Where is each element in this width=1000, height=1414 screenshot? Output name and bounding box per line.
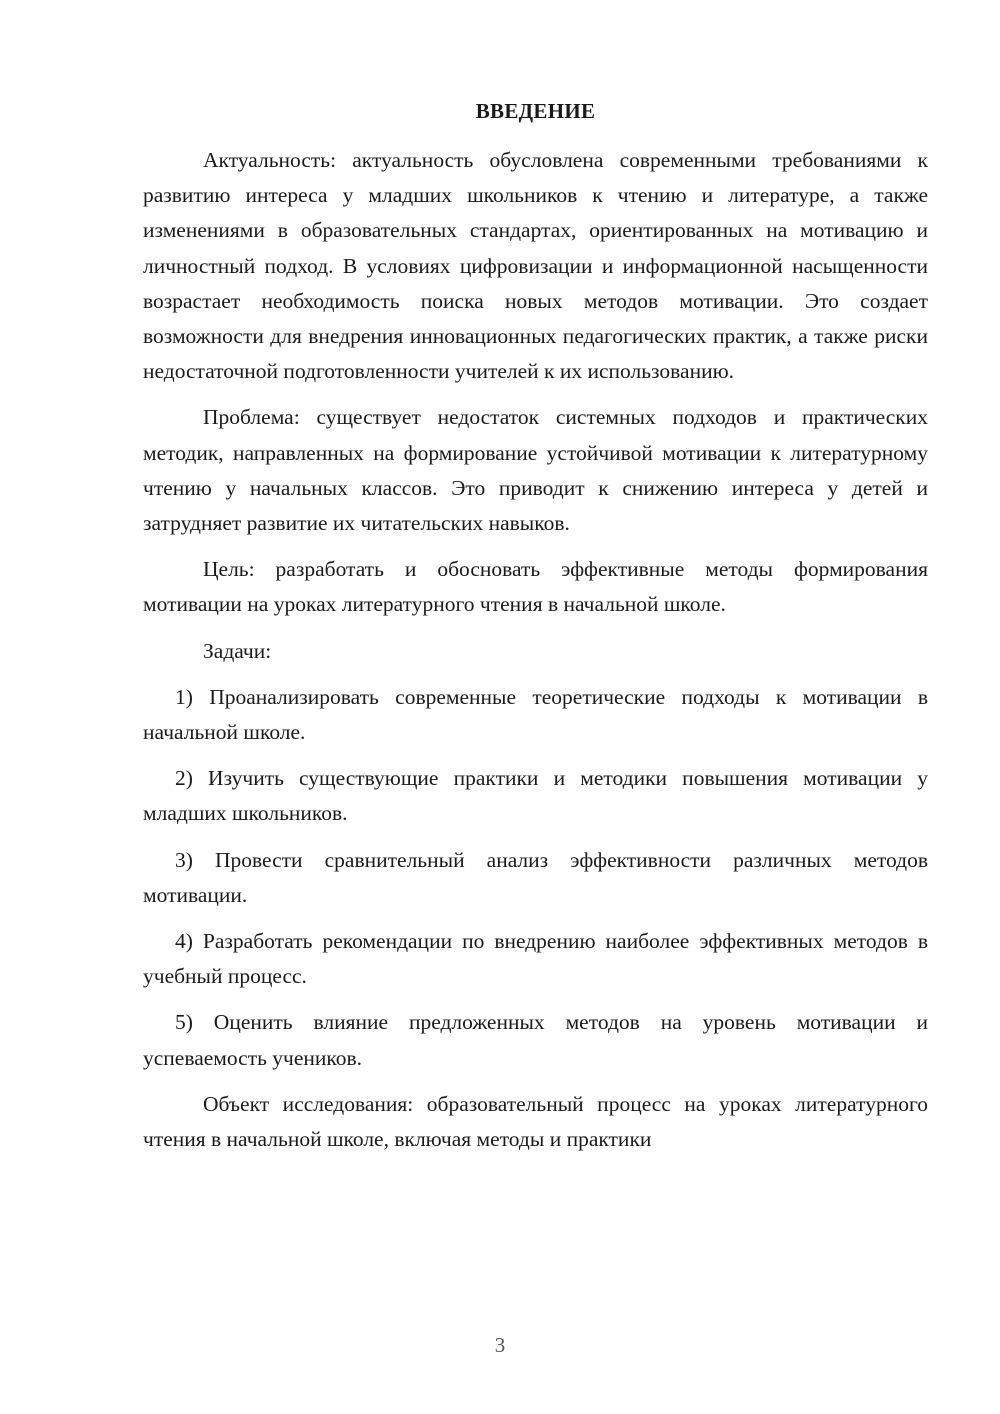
tasks-heading: Задачи:	[203, 638, 272, 663]
task-item-4: 4) Разработать рекомендации по внедрению наиболее эффективных методов в учебный процесс.	[143, 929, 928, 989]
task-item-1: 1) Проанализировать современные теоретические подходы к мотивации в начальной школе.	[143, 684, 928, 745]
document-page	[143, 94, 928, 1157]
paragraph-relevance: Актуальность: актуальность обусловлена современными требованиями к развитию интереса у младших школьников к чтению и литературе, а также изменениями в образовательных стандартах, ориентированных на мотивацию и личностный подход. В условиях цифровизации и информационной насыщенности возрастает необходимость поиска новых методов мотивации. Это создает возможности для внедрения инновационных педагогических практик, а также риски недостаточной подготовленности учителей к их использованию.	[143, 148, 928, 384]
paragraph-object: Объект исследования: образовательный процесс на уроках литературного чтения в начальной школе, включая методы и практики	[143, 1091, 928, 1152]
task-item-3: 3) Провести сравнительный анализ эффективности различных методов мотивации.	[143, 847, 928, 907]
paragraph-problem: Проблема: существует недостаток системных подходов и практических методик, направленных на формирование устойчивой мотивации к литературному чтению у начальных классов. Это приводит к снижению интереса у детей и затрудняет развитие их читательских навыков.	[143, 405, 928, 536]
section-title: ВВЕДЕНИЕ	[475, 99, 596, 123]
task-item-5: 5) Оценить влияние предложенных методов на уровень мотивации и успеваемость учеников.	[143, 1010, 928, 1070]
page-number: 3	[494, 1333, 506, 1357]
paragraph-goal: Цель: разработать и обосновать эффективные методы формирования мотивации на уроках литературного чтения в начальной школе.	[143, 557, 928, 617]
task-item-2: 2) Изучить существующие практики и методики повышения мотивации у младших школьников.	[143, 766, 928, 826]
